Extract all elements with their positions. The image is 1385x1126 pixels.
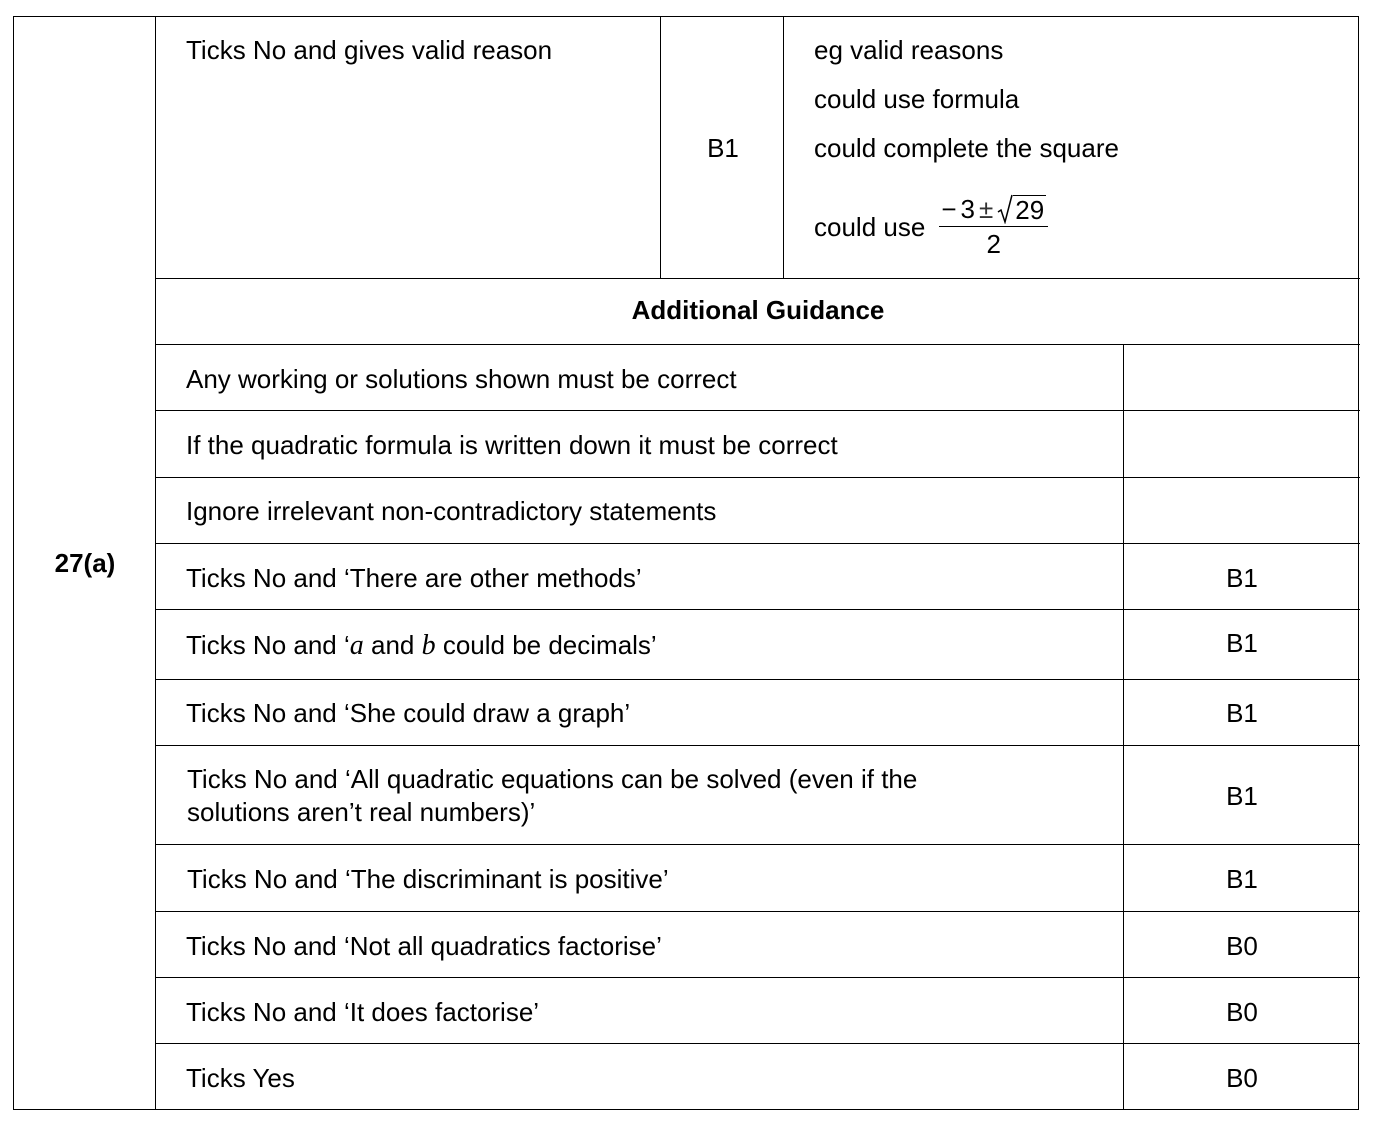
comment-line: could complete the square [814,133,1119,163]
additional-guidance-label: Additional Guidance [631,295,885,325]
divider [156,745,1360,746]
minus-sign: − [941,193,957,224]
answer-mark: B1 [707,133,739,163]
guidance-row-mark: B1 [1226,698,1258,728]
row-text-part: and [363,630,422,660]
guidance-row-text: Any working or solutions shown must be correct [186,364,737,394]
plus-minus-sign: ± [978,193,994,224]
guidance-row-two-line [187,763,1107,829]
fraction-denominator: 2 [986,228,1001,259]
guidance-row-text: Ticks No and ‘She could draw a graph’ [186,698,631,728]
answer-text: Ticks No and gives valid reason [186,35,553,65]
divider [156,278,1360,279]
guidance-row-text: Ticks No and ‘It does factorise’ [186,997,540,1027]
comment-line: could use formula [814,84,1020,114]
fraction-numerator [939,194,1048,227]
row-text-line: Ticks No and ‘All quadratic equations can be solved (even if the [187,764,918,794]
variable-a: a [349,630,364,661]
divider [156,543,1360,544]
guidance-row-mark: B1 [1226,864,1258,894]
row-text-part: could be decimals’ [435,630,657,660]
divider [156,477,1360,478]
question-number: 27(a) [54,548,116,578]
divider [156,679,1360,680]
guidance-row-mark: B1 [1226,781,1258,811]
radical-sign-icon [997,194,1013,224]
comment-line: eg valid reasons [814,35,1004,65]
guidance-row-text: Ticks No and ‘The discriminant is positive’ [187,864,669,894]
guidance-row-mark: B0 [1226,997,1258,1027]
guidance-row-text: Ignore irrelevant non-contradictory statements [186,496,717,526]
divider [156,911,1360,912]
guidance-row-mark: B1 [1226,563,1258,593]
guidance-row-text: Ticks No and ‘Not all quadratics factorise’ [186,931,662,961]
row-text-line: solutions aren’t real numbers)’ [187,797,536,827]
formula-comment [814,187,1048,267]
guidance-row-decimals [186,630,1106,662]
guidance-row-mark: B1 [1226,628,1258,658]
divider [156,410,1360,411]
divider [156,844,1360,845]
divider [156,977,1360,978]
divider [156,344,1360,345]
question-number-cell [14,17,156,1109]
quadratic-fraction [939,194,1048,261]
guidance-row-mark: B0 [1226,931,1258,961]
mark-scheme-table [13,16,1359,1110]
radicand: 29 [1015,194,1045,225]
guidance-row-text: Ticks No and ‘There are other methods’ [186,563,642,593]
row-text-part: Ticks No and ‘ [186,630,350,660]
guidance-row-text: If the quadratic formula is written down it must be correct [186,430,838,460]
formula-prefix: could use [814,211,926,242]
divider [660,17,661,279]
divider [156,1043,1360,1044]
guidance-row-text: Ticks Yes [186,1063,295,1093]
additional-guidance-title [156,295,1360,326]
numerator-three: 3 [960,193,975,224]
square-root [997,194,1046,224]
divider [156,609,1360,610]
answer-comments [814,35,1119,182]
guidance-row-mark: B0 [1226,1063,1258,1093]
variable-b: b [421,630,436,661]
